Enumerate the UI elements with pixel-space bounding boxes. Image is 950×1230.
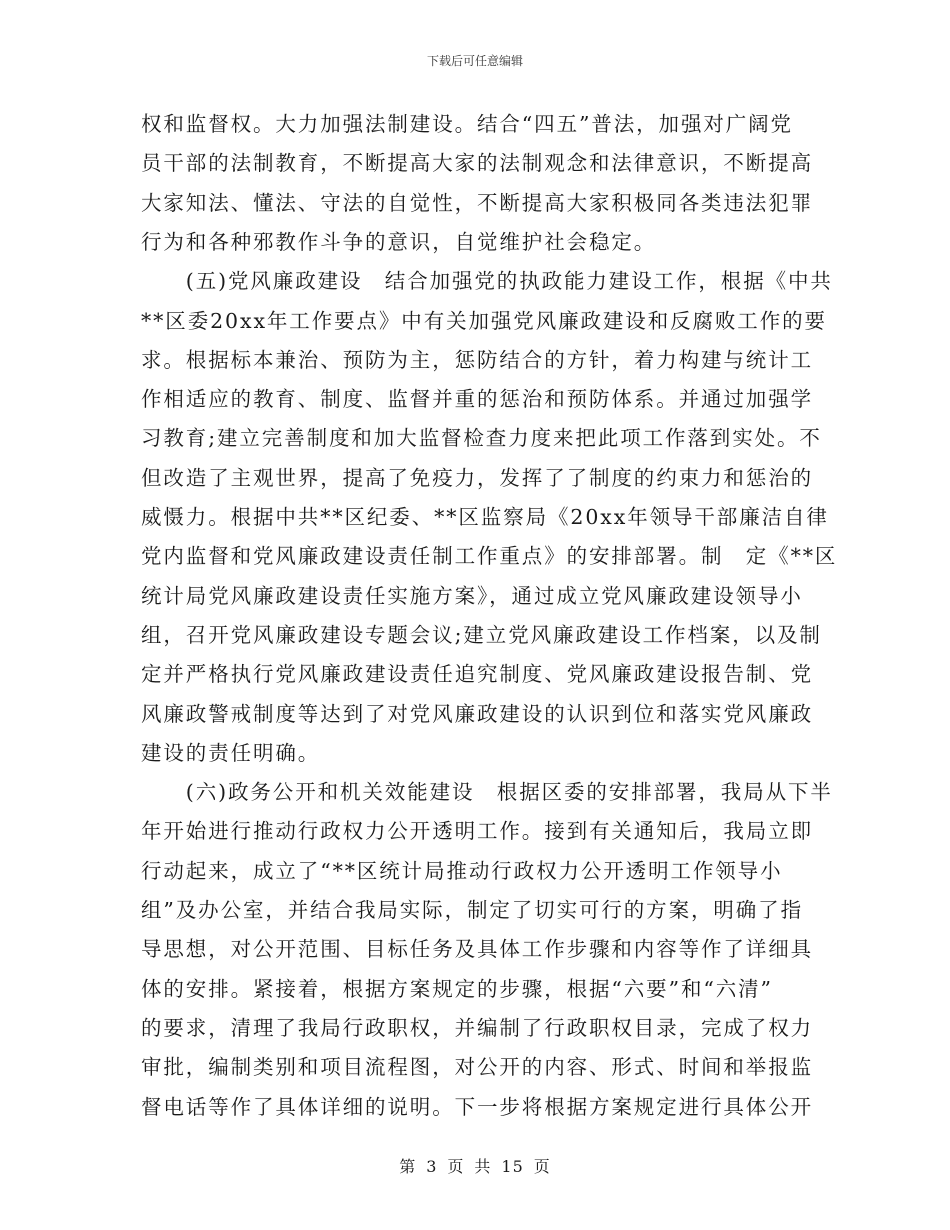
body-line: 统计局党风廉政建设责任实施方案》，通过成立党风廉政建设领导小 [141,583,803,608]
page-total-number: 15 [501,1157,524,1176]
body-line: 定并严格执行党风廉政建设责任追究制度、党风廉政建设报告制、党 [141,662,813,687]
body-line: 权和监督权。大力加强法制建设。结合“四五”普法，加强对广阔党 [141,112,793,136]
body-line: 组”及办公室，并结合我局实际，制定了切实可行的方案，明确了指 [141,898,803,922]
footer-label-page: 第 [399,1157,417,1176]
body-line: 督电话等作了具体详细的说明。下一步将根据方案规定进行具体公开 [141,1094,813,1119]
body-line: (五)党风廉政建设 结合加强党的执政能力建设工作，根据《中共 [141,269,833,294]
footer-label-unit: 页 [447,1157,465,1176]
body-line: 审批，编制类别和项目流程图，对公开的内容、形式、时间和举报监 [141,1055,813,1080]
body-line: 导思想，对公开范围、目标任务及具体工作步骤和内容等作了详细具 [141,937,813,962]
body-line: 风廉政警戒制度等达到了对党风廉政建设的认识到位和落实党风廉政 [141,701,813,726]
body-line: 组，召开党风廉政建设专题会议;建立党风廉政建设工作档案，以及制 [141,622,822,647]
body-line: 年开始进行推动行政权力公开透明工作。接到有关通知后，我局立即 [141,819,813,844]
page-footer [0,1154,950,1177]
body-line: 求。根据标本兼治、预防为主，惩防结合的方针，着力构建与统计工 [141,347,813,372]
body-line: 员干部的法制教育，不断提高大家的法制观念和法律意识，不断提高 [141,151,813,176]
body-line: 大家知法、懂法、守法的自觉性，不断提高大家积极同各类违法犯罪 [141,190,813,215]
footer-label-total: 共 [474,1157,492,1176]
footer-label-unit-end: 页 [533,1157,551,1176]
body-line: 威慑力。根据中共**区纪委、**区监察局《20xx年领导干部廉洁自律 [141,505,829,529]
body-line: 行动起来，成立了“**区统计局推动行政权力公开透明工作领导小 [141,858,783,883]
body-line: 但改造了主观世界，提高了免疫力，发挥了了制度的约束力和惩治的 [141,465,813,490]
body-line: **区委20xx年工作要点》中有关加强党风廉政建设和反腐败工作的要 [141,308,827,333]
page-current-number: 3 [426,1157,438,1176]
page-header-note: 下载后可任意编辑 [426,54,523,68]
body-line: 行为和各种邪教作斗争的意识，自觉维护社会稳定。 [141,229,657,254]
body-line: 建设的责任明确。 [141,740,321,765]
body-line: 的要求，清理了我局行政职权，并编制了行政职权目录，完成了权力 [141,1015,813,1040]
body-line: 习教育;建立完善制度和加大监督检查力度来把此项工作落到实处。不 [141,426,822,451]
body-line: (六)政务公开和机关效能建设 根据区委的安排部署，我局从下半 [141,780,833,805]
body-line: 作相适应的教育、制度、监督并重的惩治和预防体系。并通过加强学 [141,387,813,412]
body-line: 体的安排。紧接着，根据方案规定的步骤，根据“六要”和“六清” [141,976,773,1001]
body-line: 党内监督和党风廉政建设责任制工作重点》的安排部署。制 定《**区 [141,544,838,569]
